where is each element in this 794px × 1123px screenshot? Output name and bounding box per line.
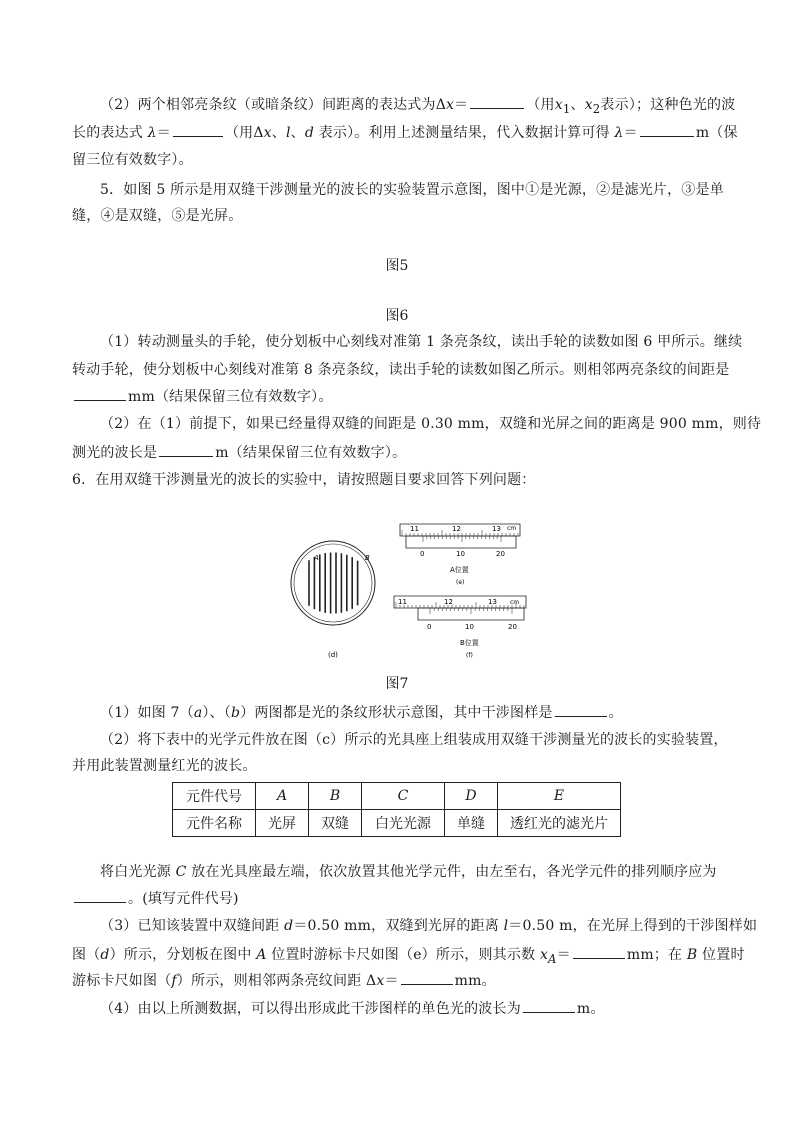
table-cell: 元件代号 bbox=[173, 783, 256, 810]
text: （用Δ bbox=[224, 125, 264, 141]
position-label: B位置 bbox=[460, 639, 479, 647]
text: m（保 bbox=[695, 125, 738, 141]
q4-part2-line1 bbox=[100, 94, 750, 119]
text: 位置时 bbox=[697, 947, 745, 963]
text: ＝ bbox=[384, 973, 399, 989]
text: 。(填写元件代号) bbox=[128, 891, 239, 907]
q6-part3-line2 bbox=[72, 944, 745, 969]
q6-order-line2 bbox=[72, 888, 722, 909]
text: mm；在 bbox=[626, 947, 687, 963]
var-d: d bbox=[304, 125, 315, 141]
q5-part1-line3 bbox=[72, 386, 722, 407]
text: 放在光具座最左端，依次放置其他光学元件，由左至右，各光学元件的排列顺序应为 bbox=[186, 864, 717, 880]
subscript: 2 bbox=[592, 101, 601, 116]
vernier-caliper-e bbox=[400, 524, 520, 586]
var-c: C bbox=[175, 864, 187, 880]
var-f: f bbox=[171, 973, 177, 989]
table-cell: E bbox=[498, 783, 621, 810]
text: 游标卡尺如图（ bbox=[72, 973, 172, 989]
text: ）所示，则相邻两条亮纹间距 Δ bbox=[176, 973, 377, 989]
q6-part4 bbox=[100, 998, 750, 1019]
tick-label: 13 bbox=[492, 525, 501, 533]
q5-part1-line1: （1）转动测量头的手轮，使分划板中心刻线对准第 1 条亮条纹，读出手轮的读数如图 6 甲所示。继续 bbox=[100, 334, 743, 350]
text: ＝0.50 m，在光屏上得到的干涉图样如 bbox=[508, 918, 758, 934]
subscript: A bbox=[548, 951, 557, 966]
table-cell: 单缝 bbox=[445, 810, 498, 837]
text: mm（结果保留三位有效数字）。 bbox=[128, 389, 333, 405]
answer-blank[interactable] bbox=[74, 386, 126, 401]
interference-pattern-circle bbox=[291, 541, 375, 659]
table-cell: B bbox=[309, 783, 362, 810]
text: （1）如图 7（ bbox=[100, 705, 194, 721]
text: ＝ bbox=[623, 125, 638, 141]
answer-blank[interactable] bbox=[173, 122, 223, 137]
answer-blank[interactable] bbox=[159, 442, 213, 457]
q5-part2-line2 bbox=[72, 442, 722, 463]
q5-intro-line1: 5．如图 5 所示是用双缝干涉测量光的波长的实验装置示意图，图中①是光源，②是滤光片，③是单 bbox=[100, 182, 724, 198]
tick-label: 13 bbox=[488, 598, 497, 606]
q4-part2-line2 bbox=[72, 122, 738, 143]
table-cell: 双缝 bbox=[309, 810, 362, 837]
q6-part1 bbox=[100, 702, 750, 723]
figure-7-caption: 图7 bbox=[385, 676, 409, 692]
tick-label: 10 bbox=[456, 550, 465, 558]
text: 测光的波长是 bbox=[72, 445, 158, 461]
table-cell: C bbox=[362, 783, 445, 810]
answer-blank[interactable] bbox=[74, 888, 126, 903]
unit-label: cm bbox=[507, 525, 517, 532]
subscript: 1 bbox=[562, 101, 571, 116]
text: ）所示，分划板在图中 bbox=[109, 947, 257, 963]
tick-label: 12 bbox=[444, 598, 453, 606]
tick-label: 0 bbox=[420, 550, 425, 558]
text: 长的表达式 bbox=[72, 125, 148, 141]
caption-d: (d) bbox=[328, 651, 338, 659]
q5-part2-line1: （2）在（1）前提下，如果已经量得双缝的间距是 0.30 mm，双缝和光屏之间的距离是 900 mm，则待 bbox=[100, 416, 762, 432]
answer-blank[interactable] bbox=[401, 970, 453, 985]
text: ＝0.50 mm，双缝到光屏的距离 bbox=[293, 918, 504, 934]
var-lambda: λ bbox=[147, 125, 157, 141]
var-x: x bbox=[539, 947, 549, 963]
tick-label: 20 bbox=[508, 623, 517, 631]
text: （3）已知该装置中双缝间距 bbox=[100, 918, 285, 934]
text: 将白光光源 bbox=[100, 864, 176, 880]
tick-label: 11 bbox=[398, 598, 407, 606]
position-label: A位置 bbox=[450, 566, 469, 574]
table-cell: D bbox=[445, 783, 498, 810]
answer-blank[interactable] bbox=[470, 94, 524, 109]
var-b: b bbox=[231, 705, 241, 721]
var-B: B bbox=[686, 947, 698, 963]
answer-blank[interactable] bbox=[555, 702, 607, 717]
text: ）两图都是光的条纹形状示意图，其中干涉图样是 bbox=[240, 705, 553, 721]
q6-part3-line1 bbox=[100, 916, 758, 936]
var-x: x bbox=[263, 125, 272, 141]
q6-part2-line1: （2）将下表中的光学元件放在图（c）所示的光具座上组装成用双缝干涉测量光的波长的实验装置， bbox=[100, 732, 728, 748]
table-cell: A bbox=[256, 783, 309, 810]
caption-f: (f) bbox=[466, 652, 473, 659]
tick-label: 11 bbox=[410, 525, 419, 533]
var-l: l bbox=[285, 125, 291, 141]
text: （用 bbox=[526, 97, 555, 113]
text: ＝ bbox=[454, 97, 469, 113]
text: 表示）。利用上述测量结果，代入数据计算可得 bbox=[314, 125, 615, 141]
tick-label: 12 bbox=[452, 525, 461, 533]
var-x1: x bbox=[554, 97, 563, 113]
text: m（结果保留三位有效数字）。 bbox=[215, 445, 407, 461]
var-x2: x bbox=[584, 97, 593, 113]
answer-blank[interactable] bbox=[640, 122, 694, 137]
tick-label: 10 bbox=[465, 623, 474, 631]
var-d: d bbox=[100, 947, 110, 963]
label-b: B bbox=[365, 554, 370, 562]
text: 。 bbox=[608, 705, 623, 721]
tick-label: 20 bbox=[496, 550, 505, 558]
table-cell: 光屏 bbox=[256, 810, 309, 837]
text: （4）由以上所测数据，可以得出形成此干涉图样的单色光的波长为 bbox=[100, 1001, 521, 1017]
text: 表示）；这种色光的波 bbox=[600, 97, 736, 113]
q5-part1-line2: 转动手轮，使分划板中心刻线对准第 8 条亮条纹，读出手轮的读数如图乙所示。则相邻两亮条纹的间距是 bbox=[72, 362, 730, 378]
q5-intro-line2: 缝，④是双缝，⑤是光屏。 bbox=[72, 208, 243, 224]
text: ＝ bbox=[556, 947, 571, 963]
var-A: A bbox=[256, 947, 267, 963]
answer-blank[interactable] bbox=[573, 944, 625, 959]
figure-6-caption: 图6 bbox=[385, 308, 409, 324]
table-row bbox=[173, 783, 621, 810]
q6-part3-line3 bbox=[72, 970, 722, 991]
caption-e: (e) bbox=[456, 579, 465, 586]
unit-label: cm bbox=[510, 599, 520, 606]
table-cell: 元件名称 bbox=[173, 810, 256, 837]
table-row bbox=[173, 810, 621, 837]
text: ）、（ bbox=[202, 705, 232, 721]
optical-parts-table bbox=[172, 782, 621, 837]
var-a: a bbox=[193, 705, 203, 721]
text: （2）两个相邻亮条纹（或暗条纹）间距离的表达式为Δ bbox=[100, 97, 447, 113]
tick-label: 0 bbox=[427, 623, 432, 631]
text: 、 bbox=[290, 125, 305, 141]
text: ＝ bbox=[156, 125, 171, 141]
text: m。 bbox=[576, 1001, 605, 1017]
label-a: A bbox=[314, 554, 319, 562]
text: 、 bbox=[271, 125, 286, 141]
figure-5-caption: 图5 bbox=[385, 258, 409, 274]
text: 、 bbox=[570, 97, 585, 113]
table-cell: 白光光源 bbox=[362, 810, 445, 837]
var-x: x bbox=[446, 97, 455, 113]
var-lambda: λ bbox=[614, 125, 624, 141]
text: mm。 bbox=[454, 973, 496, 989]
q6-intro: 6．在用双缝干涉测量光的波长的实验中，请按照题目要求回答下列问题： bbox=[72, 472, 536, 488]
var-x: x bbox=[376, 973, 385, 989]
q4-part2-line3: 留三位有效数字）。 bbox=[72, 152, 193, 168]
answer-blank[interactable] bbox=[523, 998, 575, 1013]
var-d: d bbox=[284, 918, 294, 934]
text: 位置时游标卡尺如图（e）所示，则其示数 bbox=[266, 947, 540, 963]
q6-part2-line2: 并用此装置测量红光的波长。 bbox=[72, 758, 257, 774]
vernier-caliper-f bbox=[394, 596, 526, 659]
var-l: l bbox=[503, 918, 509, 934]
q6-order-line1 bbox=[100, 862, 750, 882]
figure-7-diagram bbox=[288, 518, 538, 666]
table-cell: 透红光的滤光片 bbox=[498, 810, 621, 837]
text: 图（ bbox=[72, 947, 101, 963]
